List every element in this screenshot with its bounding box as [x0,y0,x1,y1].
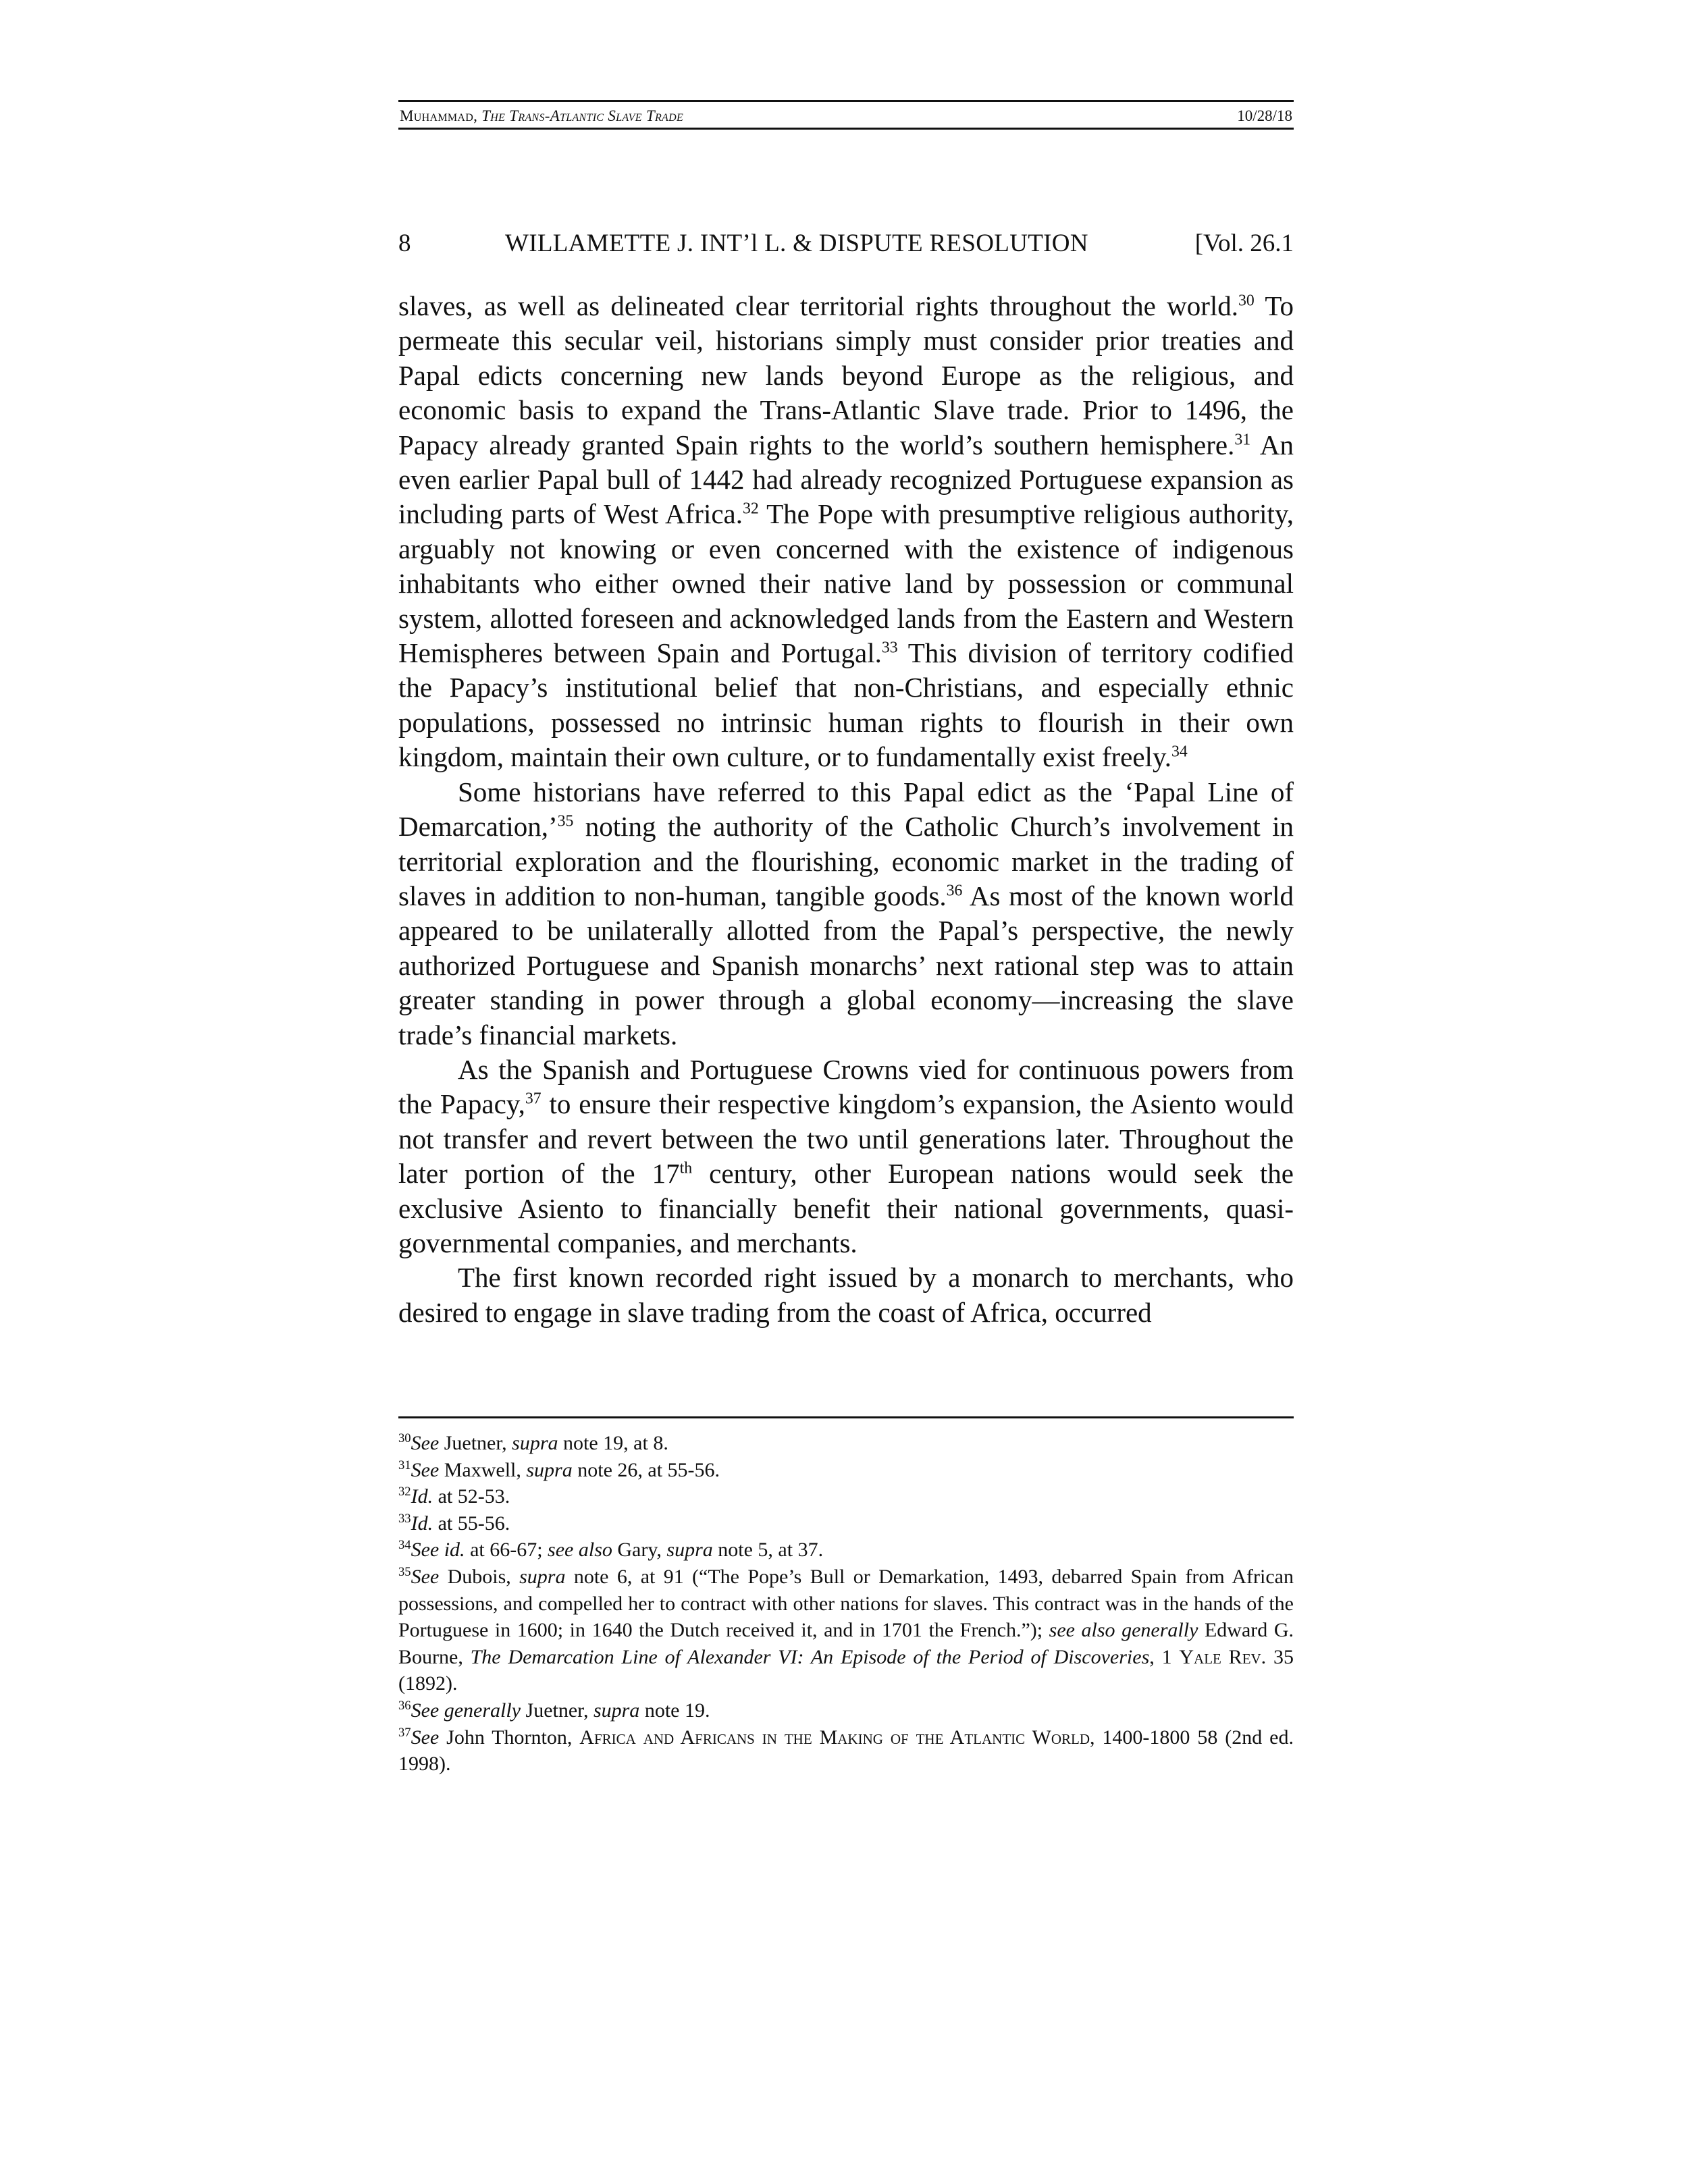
footnote-divider [398,1416,1294,1418]
footnote-ref[interactable]: 33 [881,639,898,657]
page-number: 8 [398,230,411,257]
running-header-title: Muhammad, The Trans-Atlantic Slave Trade [400,107,684,124]
footnote-34: $^{34}$See id. at 66-67; see also Gary, supra note 5, at 37. [398,1538,824,1562]
footnote-37: $^{37}$See John Thornton, Africa and Africans in the Making of the Atlantic World, 1400-1800 58 (2nd ed. 1998). [398,1725,1294,1776]
footnote-31: $^{31}$See Maxwell, supra note 26, at 55-56. [398,1458,720,1481]
footnote-35: $^{35}$See Dubois, supra note 6, at 91 (“The Pope’s Bull or Demarkation, 1493, debarred Spain from African possessions, and compelled her to contract with other nations for slaves. This contract was in the hands of the Portuguese in 1600; in 1640 the Dutch received it, and in 1701 the French.”); see also generally Edward G. Bourne, The Demarcation Line of Alexander VI: An Episode of the Period of Discoveries, 1 Yale Rev. 35 (1892). [398,1564,1294,1695]
footnote-ref[interactable]: 35 [557,812,574,830]
footnote-ref[interactable]: 34 [1171,743,1188,761]
footnote-ref[interactable]: 32 [743,500,759,518]
footnote-36: $^{36}$See generally Juetner, supra note 19. [398,1698,710,1722]
running-header-date: 10/28/18 [1237,107,1292,124]
running-header [398,100,1294,130]
footnote-ref[interactable]: 37 [525,1090,542,1108]
footnote-32: $^{32}$Id. at 52-53. [398,1485,510,1508]
footnote-ref[interactable]: 30 [1238,292,1255,310]
paragraph: Some historians have referred to this Papal edict as the ‘Papal Line of Demarcation,’$^{35}$ noting the authority of the Catholic Church’s involvement in territorial exploration and the flourishing, economic market in the trading of slaves in addition to non-human, tangible goods.$^{36}$ As most of the known world appeared to be unilaterally allotted from the Papal’s perspective, the newly authorized Portuguese and Spanish monarchs’ next rational step was to attain greater standing in power through a global economy—increasing the slave trade’s financial markets. [398,776,1294,1050]
footnote-33: $^{33}$Id. at 55-56. [398,1511,510,1535]
footnotes [398,1430,1294,1778]
footnote-ref[interactable]: 36 [946,882,963,900]
journal-title: WILLAMETTE J. INT’l L. & DISPUTE RESOLUTION [505,230,1088,257]
footnote-30: $^{30}$See Juetner, supra note 19, at 8. [398,1431,668,1454]
footnote-ref[interactable]: 31 [1234,430,1251,448]
page-header [398,227,1294,261]
paragraph: The first known recorded right issued by a monarch to merchants, who desired to engage in slave trading from the coast of Africa, occurred [398,1262,1294,1328]
body-text [398,289,1294,1330]
paragraph: slaves, as well as delineated clear territorial rights throughout the world.$^{30}$ To permeate this secular veil, historians simply must consider prior treaties and Papal edicts concerning new lands beyond Europe as the religious, and economic basis to expand the Trans-Atlantic Slave trade. Prior to 1496, the Papacy already granted Spain rights to the world’s southern hemisphere.$^{31}$ An even earlier Papal bull of 1442 had already recognized Portuguese expansion as including parts of West Africa.$^{32}$ The Pope with presumptive religious authority, arguably not knowing or even concerned with the existence of indigenous inhabitants who either owned their native land by possession or communal system, allotted foreseen and acknowledged lands from the Eastern and Western Hemispheres between Spain and Portugal.$^{33}$ This division of territory codified the Papacy’s institutional belief that non-Christians, and especially ethnic populations, possessed no intrinsic human rights to flourish in their own kingdom, maintain their own culture, or to fundamentally exist freely.$^{34}$ [398,290,1294,773]
paragraph: As the Spanish and Portuguese Crowns vied for continuous powers from the Papacy,$^{37}$ to ensure their respective kingdom’s expansion, the Asiento would not transfer and revert between the two until generations later. Throughout the later portion of the 17th century, other European nations would seek the exclusive Asiento to financially benefit their national governments, quasi-governmental companies, and merchants. [398,1053,1294,1258]
ordinal-suffix: th [679,1159,693,1177]
volume-label: [Vol. 26.1 [1194,230,1294,257]
